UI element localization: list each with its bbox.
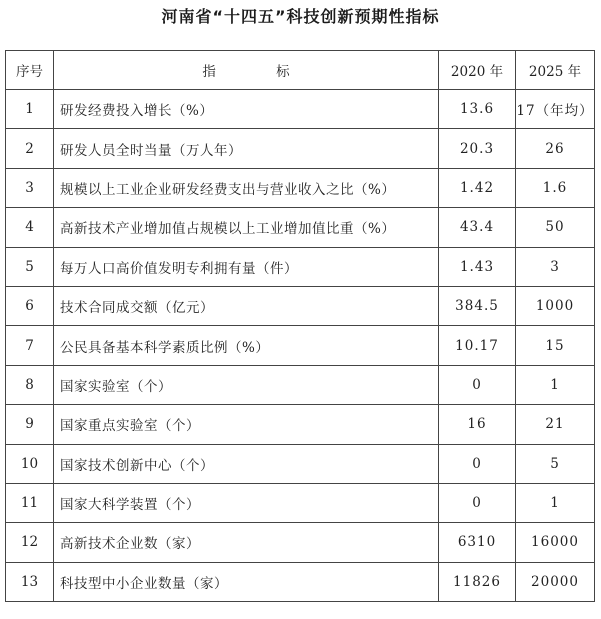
header-2025: 2025 年 xyxy=(516,51,595,90)
row-2025-value-cell: 3 xyxy=(516,247,595,286)
table-header-row xyxy=(6,51,595,90)
row-index-cell: 12 xyxy=(6,523,54,562)
row-indicator-cell: 技术合同成交额（亿元） xyxy=(54,286,439,325)
row-2020-value-cell: 0 xyxy=(439,444,516,483)
row-2025-value-cell: 1 xyxy=(516,483,595,522)
row-2020-value-cell: 0 xyxy=(439,483,516,522)
row-2025-value-cell: 5 xyxy=(516,444,595,483)
row-index-cell: 6 xyxy=(6,286,54,325)
row-2025-value-cell: 1000 xyxy=(516,286,595,325)
row-index-cell: 13 xyxy=(6,562,54,601)
table-row xyxy=(6,483,595,522)
row-indicator-cell: 每万人口高价值发明专利拥有量（件） xyxy=(54,247,439,286)
row-indicator-cell: 研发人员全时当量（万人年） xyxy=(54,129,439,168)
row-2025-value-cell: 50 xyxy=(516,208,595,247)
row-index-cell: 10 xyxy=(6,444,54,483)
row-2025-value-cell: 26 xyxy=(516,129,595,168)
row-indicator-cell: 公民具备基本科学素质比例（%） xyxy=(54,326,439,365)
row-index-cell: 1 xyxy=(6,90,54,129)
row-index-cell: 11 xyxy=(6,483,54,522)
row-index-cell: 9 xyxy=(6,405,54,444)
row-indicator-cell: 国家大科学装置（个） xyxy=(54,483,439,522)
table-row xyxy=(6,208,595,247)
row-indicator-cell: 国家实验室（个） xyxy=(54,365,439,404)
row-indicator-cell: 国家重点实验室（个） xyxy=(54,405,439,444)
header-2020: 2020 年 xyxy=(439,51,516,90)
row-2020-value-cell: 10.17 xyxy=(439,326,516,365)
row-2020-value-cell: 1.42 xyxy=(439,168,516,207)
row-indicator-cell: 高新技术企业数（家） xyxy=(54,523,439,562)
row-2025-value-cell: 1.6 xyxy=(516,168,595,207)
row-indicator-cell: 高新技术产业增加值占规模以上工业增加值比重（%） xyxy=(54,208,439,247)
header-indicator: 指 标 xyxy=(54,51,439,90)
row-2020-value-cell: 13.6 xyxy=(439,90,516,129)
table-row xyxy=(6,562,595,601)
row-index-cell: 5 xyxy=(6,247,54,286)
row-2020-value-cell: 384.5 xyxy=(439,286,516,325)
row-2025-value-cell: 15 xyxy=(516,326,595,365)
table-row xyxy=(6,365,595,404)
row-2025-value-cell: 21 xyxy=(516,405,595,444)
row-indicator-cell: 规模以上工业企业研发经费支出与营业收入之比（%） xyxy=(54,168,439,207)
row-2020-value-cell: 43.4 xyxy=(439,208,516,247)
row-2025-value-cell: 16000 xyxy=(516,523,595,562)
row-2025-value-cell: 1 xyxy=(516,365,595,404)
row-2025-value-cell: 17（年均） xyxy=(516,90,595,129)
table-row xyxy=(6,326,595,365)
table-row xyxy=(6,129,595,168)
row-2020-value-cell: 20.3 xyxy=(439,129,516,168)
row-2020-value-cell: 11826 xyxy=(439,562,516,601)
header-index: 序号 xyxy=(6,51,54,90)
row-index-cell: 3 xyxy=(6,168,54,207)
row-2020-value-cell: 1.43 xyxy=(439,247,516,286)
table-row xyxy=(6,247,595,286)
table-row xyxy=(6,90,595,129)
table-row xyxy=(6,405,595,444)
row-index-cell: 2 xyxy=(6,129,54,168)
row-index-cell: 8 xyxy=(6,365,54,404)
row-2025-value-cell: 20000 xyxy=(516,562,595,601)
page-title: 河南省“十四五”科技创新预期性指标 xyxy=(161,7,440,26)
table-row xyxy=(6,444,595,483)
row-2020-value-cell: 6310 xyxy=(439,523,516,562)
row-index-cell: 7 xyxy=(6,326,54,365)
row-index-cell: 4 xyxy=(6,208,54,247)
table-row xyxy=(6,168,595,207)
row-indicator-cell: 国家技术创新中心（个） xyxy=(54,444,439,483)
row-2020-value-cell: 16 xyxy=(439,405,516,444)
row-indicator-cell: 科技型中小企业数量（家） xyxy=(54,562,439,601)
table-row xyxy=(6,286,595,325)
table-row xyxy=(6,523,595,562)
indicator-table xyxy=(5,50,595,602)
row-indicator-cell: 研发经费投入增长（%） xyxy=(54,90,439,129)
row-2020-value-cell: 0 xyxy=(439,365,516,404)
